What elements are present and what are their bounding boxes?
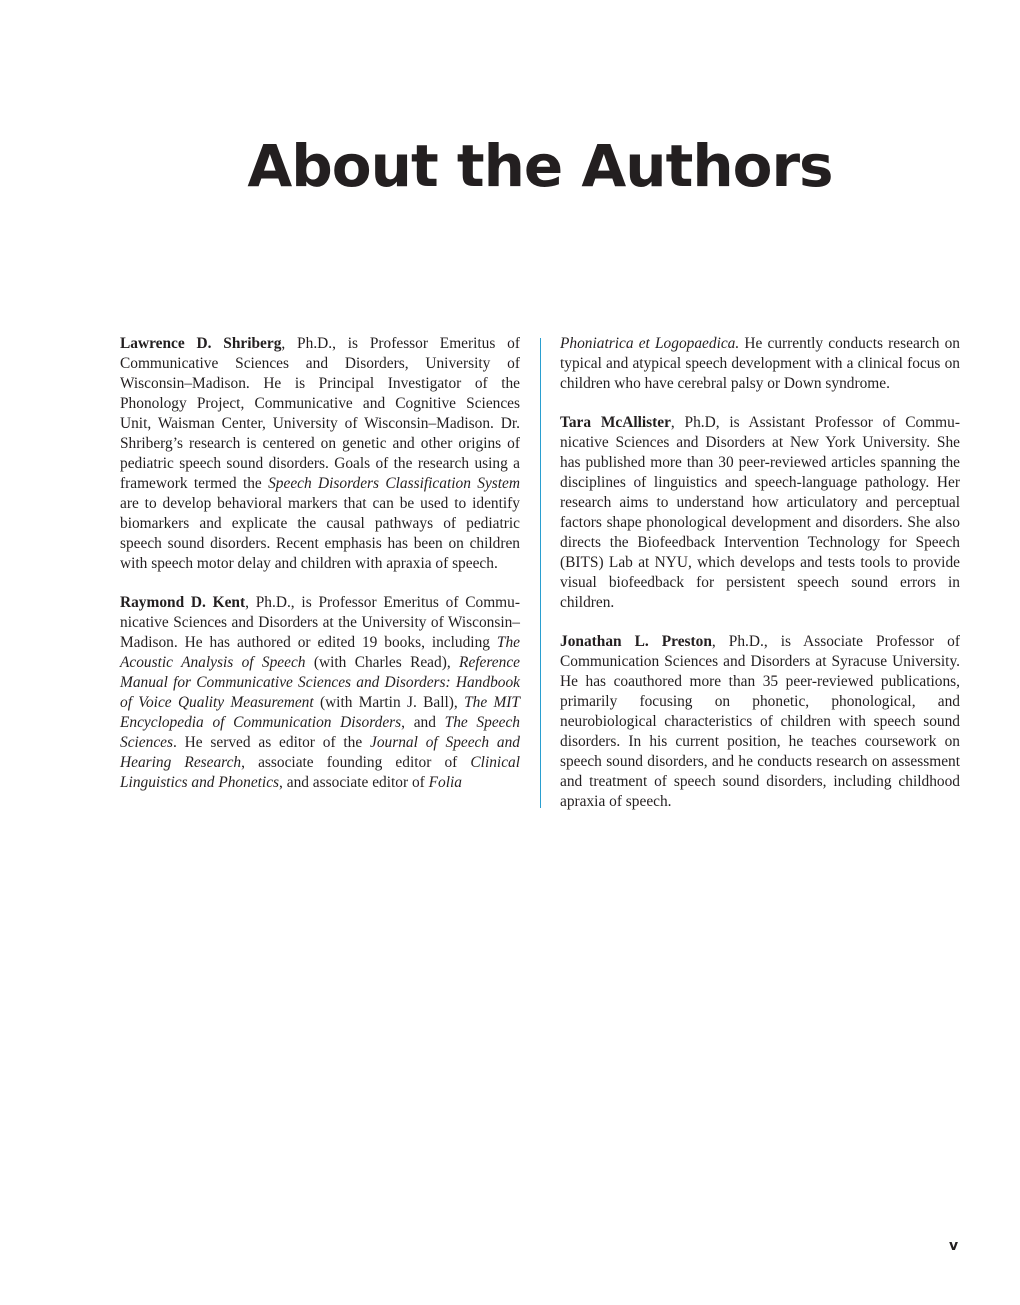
bio-text: , Ph.D., is Professor Emeritus of Communicative Sciences and Disorders at the University of Wisconsin–Madison. He has authored or edited 19 books, including (120, 594, 520, 651)
bio-title-italic: Journal of Speech and Hearing Research (120, 734, 520, 771)
column-divider (540, 338, 541, 808)
bio-title-italic: Phoniatrica et Logopaedica. (560, 335, 740, 352)
bio-text: , Ph.D., is Associate Professor of Communication Sciences and Disorders at Syracuse University. He has coauthored more than 35 peer-reviewed publications, primarily focusing on phonetic, phonological, and neurobiological characteristics of children with speech sound disorders. In his current position, he teaches coursework on speech sound disorders, and he conducts research on assessment and treatment of speech sound disorders, including childhood apraxia of speech. (560, 633, 960, 810)
bio-title-italic: Folia (428, 774, 462, 791)
bio-text: , Ph.D., is Professor Emeritus of Communicative Sciences and Disorders, University of Wisconsin–Madison. He is Principal Investigator of the Phonology Project, Communicative and Cognitive Sciences Unit, Waisman Center, University of Wisconsin–Madison. Dr. Shriberg’s research is centered on genetic and other origins of pediatric speech sound disorders. Goals of the research using a framework termed the (120, 335, 520, 492)
bio-text: , and (401, 714, 445, 731)
bio-title-italic: Reference Manual for Communicative Sciences and Disorders: Handbook of Voice Quality Measurement (120, 654, 520, 711)
author-bio-mcallister (560, 413, 960, 613)
bio-title-italic: The MIT Encyclopedia of Communication Disorders (120, 694, 520, 731)
left-column (120, 334, 520, 812)
bio-title-italic: The Acoustic Analysis of Speech (120, 634, 520, 671)
bio-text: . He served as editor of the (172, 734, 371, 751)
bio-text: are to develop behavioral markers that can be used to identify biomarkers and explicate the causal pathways of pediatric speech sound disorders. Recent emphasis has been on children with speech motor delay and children with apraxia of speech. (120, 495, 520, 572)
author-bio-shriberg (120, 334, 520, 574)
author-name: Tara McAllister (560, 414, 671, 431)
bio-text: (with Charles Read), (305, 654, 460, 671)
bio-text: He currently conducts research on typical and atypical speech development with a clinical focus on children who have cerebral palsy or Down syndrome. (560, 335, 960, 392)
bio-title-italic: Clinical Linguistics and Phonetics (120, 754, 520, 791)
page-title: About the Authors (247, 132, 833, 200)
author-bio-preston (560, 632, 960, 812)
author-name: Lawrence D. Shriberg (120, 335, 282, 352)
author-name: Raymond D. Kent (120, 594, 246, 611)
right-column (560, 334, 960, 831)
bio-text: , associate founding editor of (241, 754, 471, 771)
bio-text: , Ph.D, is Assistant Professor of Communicative Sciences and Disorders at New York University. She has published more than 30 peer-reviewed articles spanning the disciplines of linguistics and speech-language pathology. Her research aims to understand how articulatory and perceptual factors shape phonological development and disorders. She also directs the Biofeedback Intervention Technology for Speech (BITS) Lab at NYU, which develops and tests tools to provide visual biofeedback for persistent speech sound errors in children. (560, 414, 960, 611)
bio-text: , and associate editor of (279, 774, 429, 791)
bio-title-italic: Speech Disorders Classification System (268, 475, 520, 492)
bio-title-italic: The Speech Sciences (120, 714, 521, 751)
bio-text: (with Martin J. Ball), (313, 694, 465, 711)
author-name: Jonathan L. Preston (560, 633, 712, 650)
author-bio-kent-continued (560, 334, 960, 394)
page-number: v (949, 1238, 959, 1254)
author-bio-kent (120, 593, 520, 793)
